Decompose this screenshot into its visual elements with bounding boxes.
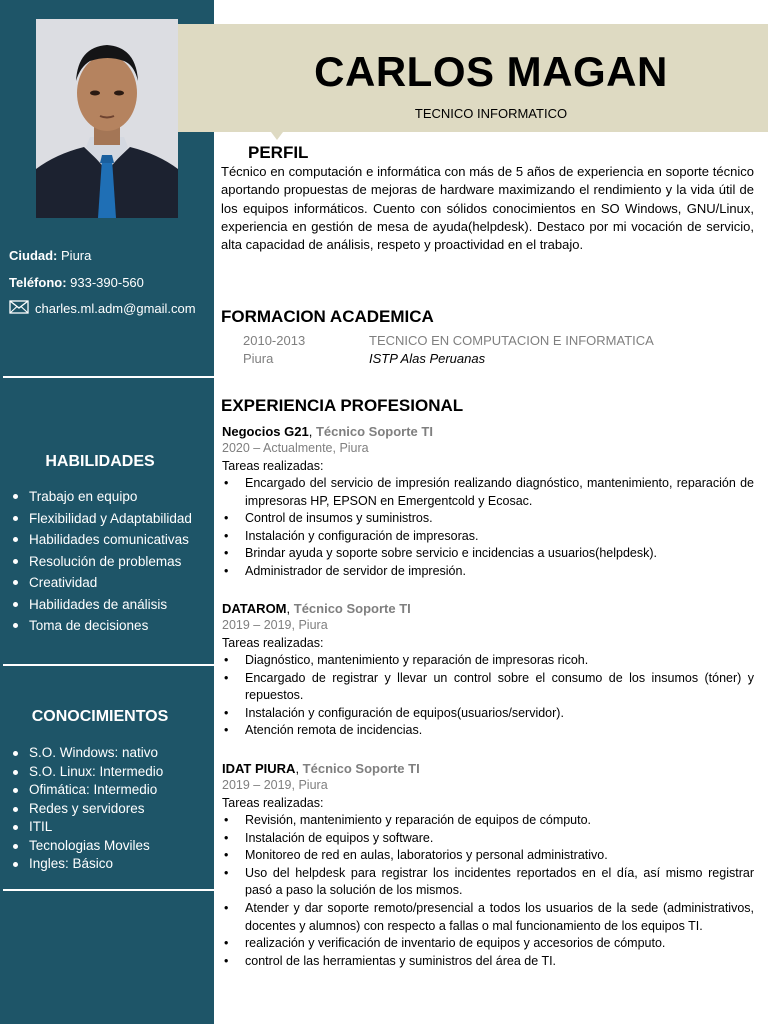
skill-item: Habilidades comunicativas xyxy=(11,529,192,551)
job-header xyxy=(222,601,754,616)
education-years: 2010-2013 xyxy=(243,333,306,348)
job-task-item: • Instalación de equipos y software. xyxy=(222,830,754,848)
knowledge-item: Tecnologias Moviles xyxy=(11,837,163,856)
job-task-item: • Instalación y configuración de equipos(usuarios/servidor). xyxy=(222,705,754,723)
job-task-item: • Diagnóstico, mantenimiento y reparación de impresoras ricoh. xyxy=(222,652,754,670)
job-role: Técnico Soporte TI xyxy=(302,761,420,776)
job-company: DATAROM xyxy=(222,601,287,616)
job-task-item: • Control de insumos y suministros. xyxy=(222,510,754,528)
job-tasks-label: Tareas realizadas: xyxy=(222,636,324,650)
job-company: Negocios G21 xyxy=(222,424,309,439)
education-school: ISTP Alas Peruanas xyxy=(369,351,486,366)
phone-value: 933-390-560 xyxy=(70,275,144,290)
job-header xyxy=(222,424,754,439)
job-task-item: • Administrador de servidor de impresión. xyxy=(222,563,754,581)
skill-item: Toma de decisiones xyxy=(11,615,192,637)
job-role: Técnico Soporte TI xyxy=(315,424,433,439)
knowledge-item: ITIL xyxy=(11,818,163,837)
job-task-item: • control de las herramientas y suministros del área de TI. xyxy=(222,953,754,971)
skill-item: Resolución de problemas xyxy=(11,551,192,573)
job-task-item: • Monitoreo de red en aulas, laboratorios y personal administrativo. xyxy=(222,847,754,865)
profile-heading: PERFIL xyxy=(248,143,309,162)
job-task-item: • Encargado de registrar y llevar un control sobre el consumo de los insumos (tóner) y repuestos. xyxy=(222,670,754,705)
phone-label: Teléfono: xyxy=(9,275,67,290)
job-tasks-list xyxy=(222,812,754,970)
job-tasks-list xyxy=(222,475,754,581)
city-value: Piura xyxy=(61,248,92,263)
job-dates-location: 2019 – 2019, Piura xyxy=(222,778,328,792)
job-dates-location: 2020 – Actualmente, Piura xyxy=(222,441,369,455)
email-link[interactable]: charles.ml.adm@gmail.com xyxy=(35,301,196,316)
job-tasks-label: Tareas realizadas: xyxy=(222,459,324,473)
knowledge-item: Ofimática: Intermedio xyxy=(11,781,163,800)
job-task-item: • Atención remota de incidencias. xyxy=(222,722,754,740)
knowledge-heading: CONOCIMIENTOS xyxy=(31,708,169,725)
skill-item: Habilidades de análisis xyxy=(11,594,192,616)
job-entry xyxy=(222,601,754,740)
education-location: Piura xyxy=(243,351,274,366)
job-task-item: • Uso del helpdesk para registrar los incidentes reportados en el día, así mismo registrar pasó a paso la solución de los mismos. xyxy=(222,865,754,900)
education-degree: TECNICO EN COMPUTACION E INFORMATICA xyxy=(369,333,654,348)
knowledge-item: Ingles: Básico xyxy=(11,855,163,874)
job-role: Técnico Soporte TI xyxy=(293,601,411,616)
skills-heading: HABILIDADES xyxy=(45,453,155,470)
contact-city xyxy=(9,248,91,263)
profile-photo-image xyxy=(36,19,178,218)
job-entry xyxy=(222,761,754,970)
experience-heading: EXPERIENCIA PROFESIONAL xyxy=(221,396,464,415)
job-task-item: • Instalación y configuración de impresoras. xyxy=(222,528,754,546)
knowledge-item: S.O. Linux: Intermedio xyxy=(11,763,163,782)
job-task-item: • realización y verificación de inventario de equipos y accesorios de cómputo. xyxy=(222,935,754,953)
job-separator: , xyxy=(295,761,303,776)
skills-list xyxy=(11,486,192,637)
job-task-item: • Encargado del servicio de impresión realizando diagnóstico, mantenimiento, reparación de impresoras HP, EPSON en Emergentcold y Ecosac. xyxy=(222,475,754,510)
knowledge-list xyxy=(11,744,163,874)
knowledge-item: S.O. Windows: nativo xyxy=(11,744,163,763)
job-entry xyxy=(222,424,754,581)
job-tasks-label: Tareas realizadas: xyxy=(222,796,324,810)
contact-phone xyxy=(9,275,144,290)
job-company: IDAT PIURA xyxy=(222,761,296,776)
profile-text: Técnico en computación e informática con más de 5 años de experiencia en soporte técnico aportando propuestas de mejoras de hardware maximizando el rendimiento y la vida útil de los equipos informáticos. Cuento con sólidos conocimientos en SO Windows, GNU/Linux, experiencia en gestión de mesa de ayuda(helpdesk). Destaco por mi vocación de servicio, alta capacidad de análisis, respeto y proactividad en el trabajo. xyxy=(221,164,754,253)
sidebar-divider xyxy=(3,664,214,666)
knowledge-item: Redes y servidores xyxy=(11,800,163,819)
profile-photo xyxy=(36,19,178,218)
sidebar-divider xyxy=(3,889,214,891)
job-separator: , xyxy=(308,424,316,439)
skill-item: Creatividad xyxy=(11,572,192,594)
skill-item: Flexibilidad y Adaptabilidad xyxy=(11,508,192,530)
candidate-title: TECNICO INFORMATICO xyxy=(414,106,568,121)
sidebar-divider xyxy=(3,376,214,378)
job-tasks-list xyxy=(222,652,754,740)
job-separator: , xyxy=(286,601,294,616)
header-notch xyxy=(271,132,283,140)
job-dates-location: 2019 – 2019, Piura xyxy=(222,618,328,632)
job-task-item: • Brindar ayuda y soporte sobre servicio e incidencias a usuarios(helpdesk). xyxy=(222,545,754,563)
education-heading: FORMACION ACADEMICA xyxy=(221,307,434,326)
skill-item: Trabajo en equipo xyxy=(11,486,192,508)
contact-email xyxy=(9,300,196,317)
job-task-item: • Atender y dar soporte remoto/presencial a todos los usuarios de la sede (administrativos, docentes y alumnos) con respecto a fallas o mal funcionamiento de los equipos TI. xyxy=(222,900,754,935)
city-label: Ciudad: xyxy=(9,248,58,263)
envelope-icon xyxy=(9,300,29,317)
candidate-name: CARLOS MAGAN xyxy=(314,48,668,95)
job-task-item: • Revisión, mantenimiento y reparación de equipos de cómputo. xyxy=(222,812,754,830)
job-header xyxy=(222,761,754,776)
